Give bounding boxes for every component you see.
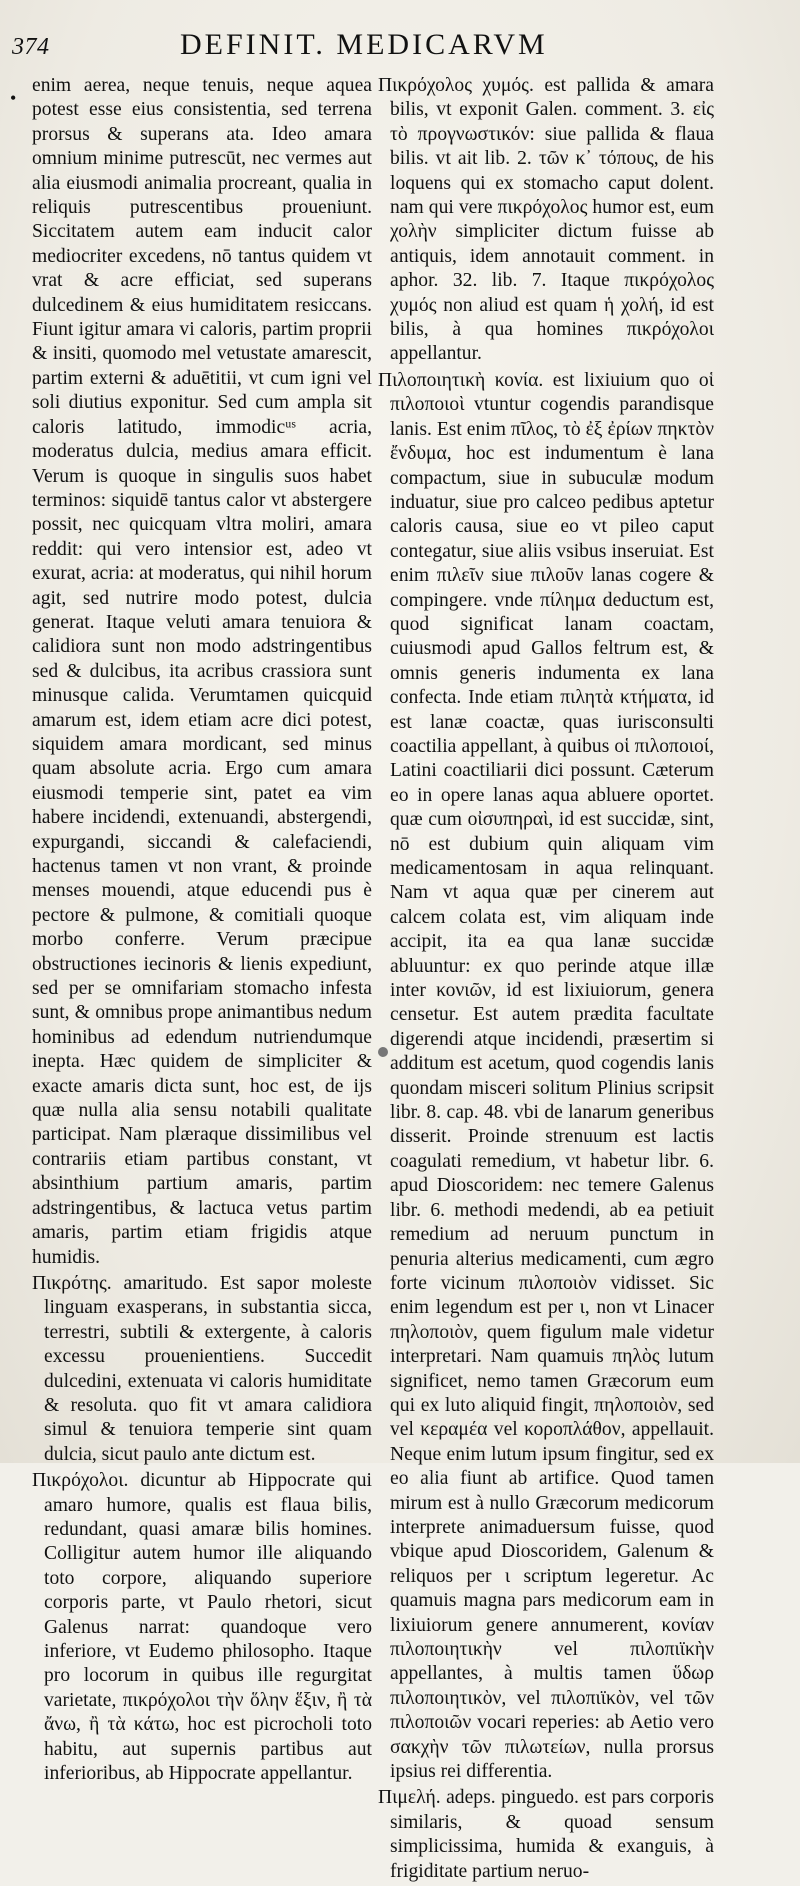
left-column: [32, 74, 372, 1788]
right-entry-pikrocholos-chymos: Πικρόχολος χυμός. est pallida & amara bilis, vt exponit Galen. comment. 3. εἰς τὸ προγνωστικόν: siue pallida & flaua bilis. vt ait lib. 2. τῶν κ᾽ τόπους, de his loquens qui ex stomacho caput dolent. nam qui vere πικρόχολος humor est, eum χολὴν simpliciter dictum fuisse ab antiquis, idem annotauit comment. in aphor. 32. lib. 7. Itaque πικρόχολος χυμός non aliud est quam ἡ χολή, id est bilis, à qua homines πικρόχολοι appellantur.: [378, 75, 714, 365]
left-entry-pikrotes: Πικρότης. amaritudo. Est sapor moleste linguam exasperans, in substantia sicca, terrestri, subtili & extergente, à caloris excessu prouenientiens. Succedit dulcedini, extenuata vi caloris humiditate & resoluta. quo fit vt amara calidiora simul & tenuiora temperie sint quam dulcia, sicut paulo ante dictum est.: [32, 1272, 372, 1465]
right-entry-pilopoietike-konia: Πιλοποιητικὴ κονία. est lixiuium quo οἱ πιλοποιοὶ vtuntur cogendis parandisque lanis. Est enim πῖλος, τὸ ἐξ ἐρίων πηκτὸν ἔνδυμα, hoc est indumentum è lana compactum, siue in subuculæ modum induatur, siue pro calceo pedibus aptetur caloris causa, siue eo vt pileo caput contegatur, siue aliis vsibus inseruiat. Est enim πιλεῖν siue πιλοῦν lanas cogere & compingere. vnde πίλημα deductum est, quod significat lanam coactam, cuiusmodi apud Gallos feltrum est, & omnis generis indumenta ex lana confecta. Inde etiam πιλητὰ κτήματα, id est lanæ coactæ, quas iurisconsulti coactilia appellant, à quibus οἱ πιλοποιοί, Latini coactiliarii dici possunt. Cæterum eo in opere lanas aqua abluere oportet. quæ cum οἰσυπηραὶ, id est succidæ, sint, nō est dubium quin aliquam vim medicamentosam in aqua relinquant. Nam vt aqua quæ per cinerem aut calcem colata est, vim aliquam inde accipit, ita ea qua lanæ succidæ abluuntur: ex quo perinde atque illæ inter κονιῶν, id est lixiuiorum, genera censetur. Est autem prædita facultate digerendi atque incidendi, præsertim si additum est acetum, quod cogendis lanis quondam misceri solitum Plinius scripsit libr. 8. cap. 48. vbi de lanarum generibus disserit. Proinde strenuum est lactis coagulati remedium, vt habetur libr. 6. apud Dioscoridem: nec temere Galenus libr. 6. methodi medendi, ab ea petiuit remedium ad neruum punctum in penuria alterius medicamenti, cum ægro forte vicinum πιλοποιὸν vidisset. Sic enim legendum est per ι, non vt Linacer πηλοποιὸν, quem figulum male videtur interpretari. Nam quamuis πηλὸς lutum significet, nemo tamen Græcorum eum qui ex luto aliquid fingit, πηλοποιὸν, sed vel κεραμέα vel κοροπλάθον, appellauit. Neque enim lutum ipsum fingitur, sed ex eo alia fiunt ab artifice. Quod tamen mirum est à nullo Græcorum medicorum interprete animaduersum fuisse, quod vbique apud Dioscoridem, Galenum & reliquos per ι scriptum legeretur. Ac quamuis magna pars medicorum eam in lixiuiorum genere annumerent, κονίαν πιλοποιητικὴν vel πιλοπιϊκὴν appellantes, à multis tamen ὕδωρ πιλοποιητικὸν, vel πιλοπιϊκὸν, vel τῶν πιλοποιῶν vocari reperies: ab Aetio vero σακχὴν τῶν πιλωτείων, nulla prorsus ipsius rei differentia.: [378, 369, 714, 1783]
page-number: 374: [12, 34, 50, 60]
margin-mark: •: [10, 88, 17, 108]
right-column: [378, 74, 714, 1886]
header-title: DEFINIT. MEDICARVM: [180, 28, 548, 61]
left-entry-continuation: enim aerea, neque tenuis, neque aquea potest esse eius consistentia, sed terrena prorsus & superans ata. Ideo amara omnium minime putrescūt, nec vermes aut alia eiusmodi animalia procreant, qualia in reliquis putrescentibus proueniunt. Siccitatem autem eam inducit calor mediocriter excedens, nō tantus quidem vt vrat & acre efficiat, sed superans dulcedinem & eius humiditatem resiccans. Fiunt igitur amara vi caloris, partim proprii & insiti, quomodo mel vetustate amarescit, partim externi & aduētitii, vt cum igni vel soli diutius exponitur. Sed cum ampla sit caloris latitudo, immodicᵘˢ acria, moderatus dulcia, medius amara efficit. Verum is quoque in singulis suos habet terminos: siquidē tantus calor vt abstergere possit, nec quicquam vltra moliri, amara reddit: qui vero intensior est, adeo vt exurat, acria: at moderatus, qui nihil horum agit, sed nutrire modo potest, dulcia generat. Itaque veluti amara tenuiora & calidiora sunt non modo adstringentibus sed & dulcibus, ita acribus crassiora sunt minusque calida. Verumtamen quicquid amarum est, idem etiam acre dici potest, siquidem amara mordicant, sed minus quam absolute acria. Ergo cum amara eiusmodi temperie sint, patet ea vim habere incidendi, extenuandi, abstergendi, expurgandi, siccandi & calefaciendi, hactenus tamen vt non vrant, & proinde menses mouendi, atque educendi pus è pectore & pulmone, & comitiali quoque morbo conferre. Verum præcipue obstructiones iecinoris & lienis expediunt, sed per se omnifariam stomacho infesta sunt, & omnibus prope animantibus nedum hominibus ad edendum nutriendumque inepta. Hæc quidem de simpliciter & exacte amaris dicta sunt, hoc est, de ijs quæ nulla alia sensu notabili qualitate participat. Nam plæraque dissimilibus vel contrariis etiam partibus constant, vt absinthium partium amaris, partim adstringentibus, & lactuca vetus partim amaris, partim etiam frigidis atque humidis.: [32, 75, 372, 1268]
running-head: [0, 28, 800, 68]
right-entry-pimele: Πιμελή. adeps. pinguedo. est pars corporis similaris, & quoad sensum simplicissima, humida & exanguis, à frigiditate partium neruo-: [378, 1787, 714, 1882]
left-entry-pikrocholoi: Πικρόχολοι. dicuntur ab Hippocrate qui amaro humore, qualis est flaua bilis, redundant, quasi amaræ bilis homines. Colligitur autem humor ille aliquando toto corpore, aliquando superiore corporis parte, vt Paulo rhetori, sicut Galenus narrat: quandoque vero inferiore, vt Eudemo philosopho. Itaque pro locorum in quibus ille regurgitat varietate, πικρόχολοι τὴν ὅλην ἕξιν, ἢ τὰ ἄνω, ἢ τὰ κάτω, hoc est picrocholi toto habitu, aut supernis partibus aut inferioribus, ab Hippocrate appellantur.: [32, 1470, 372, 1785]
